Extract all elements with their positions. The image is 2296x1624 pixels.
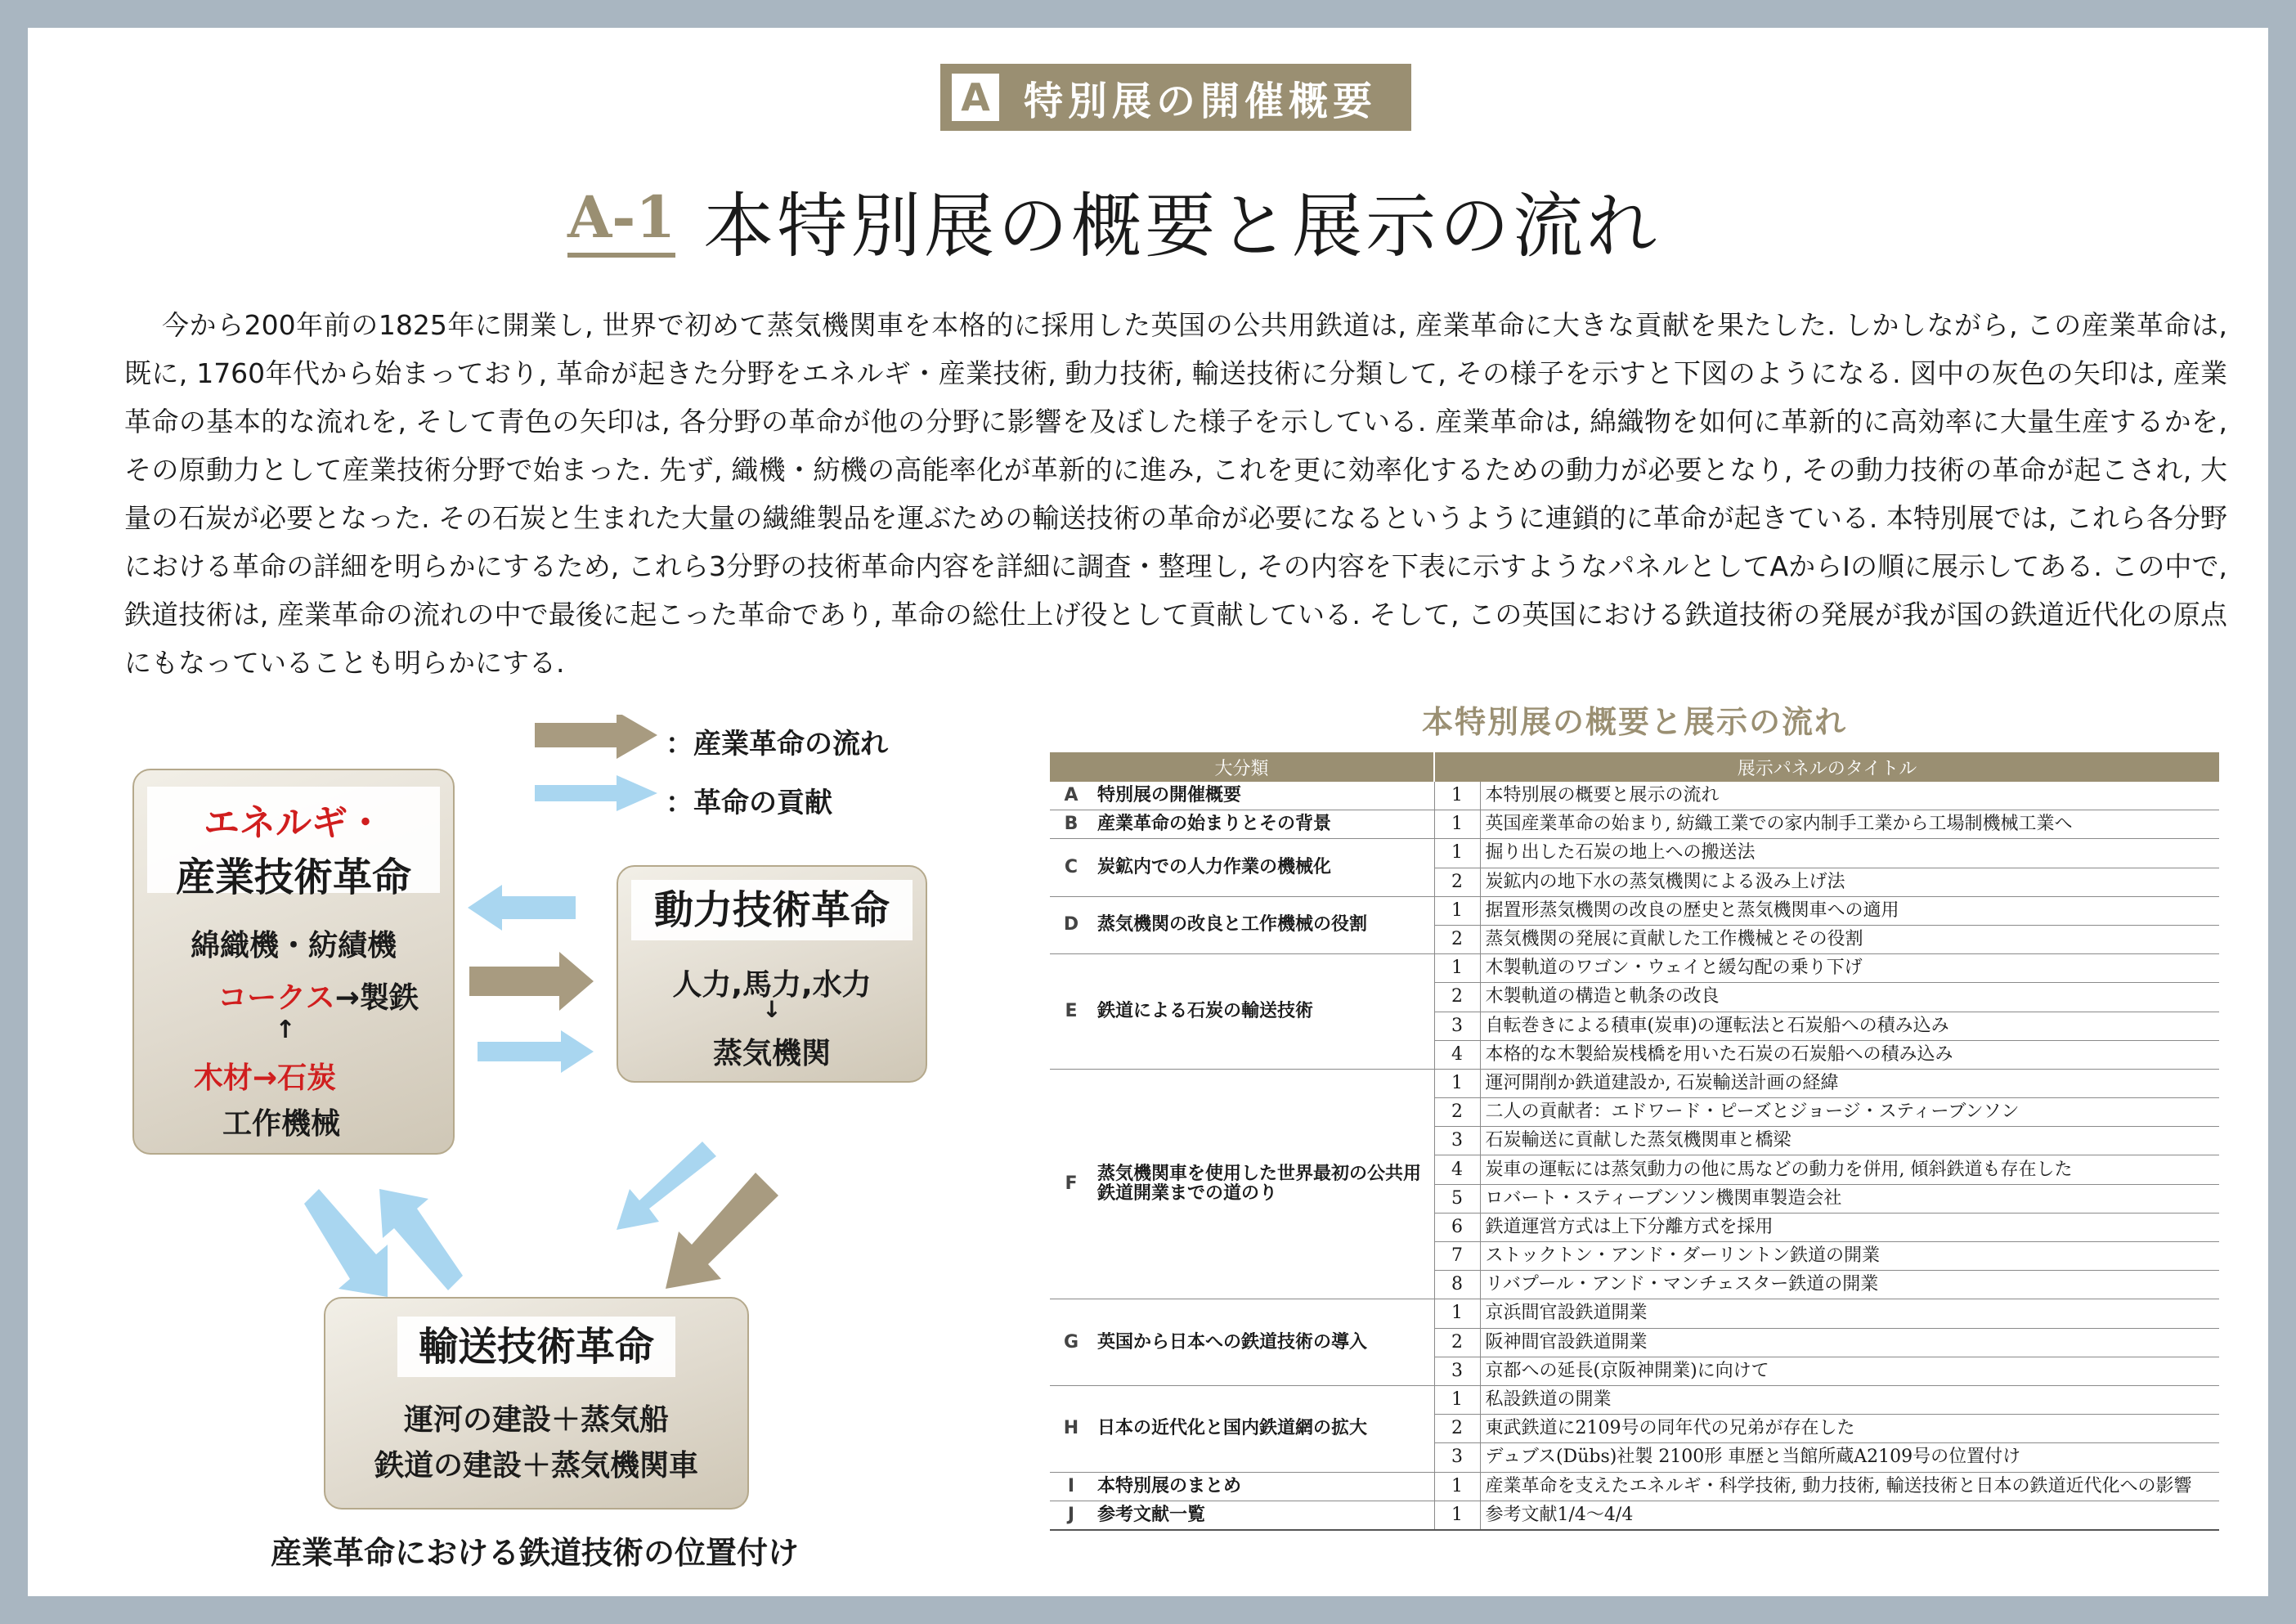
category-code: H — [1050, 1385, 1092, 1472]
energy-item-coal: 木材→石炭 — [193, 1061, 337, 1095]
table-row — [1050, 1069, 2219, 1097]
category-code: A — [1050, 782, 1092, 810]
panel-title: 運河開削か鉄道建設か, 石炭輸送計画の経緯 — [1480, 1069, 2219, 1097]
table-row — [1050, 810, 2219, 839]
power-item-steam-engine: 蒸気機関 — [712, 1037, 831, 1070]
contrib-arrow-energy-to-power — [478, 1030, 594, 1073]
contrib-arrow-transport-to-energy — [379, 1189, 463, 1290]
panel-title: 参考文献1/4～4/4 — [1480, 1501, 2219, 1530]
panel-number: 3 — [1434, 1012, 1480, 1040]
panel-number: 1 — [1434, 810, 1480, 839]
panel-number: 8 — [1434, 1271, 1480, 1299]
panel-number: 2 — [1434, 1098, 1480, 1127]
panel-number: 2 — [1434, 925, 1480, 953]
panel-number: 2 — [1434, 1328, 1480, 1357]
poster-panel — [28, 28, 2268, 1596]
contrib-arrow-power-to-energy — [468, 885, 576, 931]
table-row — [1050, 1472, 2219, 1501]
panel-title: ロバート・スティーブンソン機関車製造会社 — [1480, 1184, 2219, 1213]
panel-title: 阪神間官設鉄道開業 — [1480, 1328, 2219, 1357]
panel-title: 英国産業革命の始まり, 紡織工業での家内制手工業から工場制機械工業へ — [1480, 810, 2219, 839]
contrib-arrow-power-to-transport — [617, 1142, 716, 1230]
table-row — [1050, 1299, 2219, 1328]
category-name: 炭鉱内での人力作業の機械化 — [1092, 839, 1434, 896]
panel-table — [1050, 752, 2219, 1531]
table-row — [1050, 1385, 2219, 1414]
panel-number: 1 — [1434, 896, 1480, 925]
panel-title: 京浜間官設鉄道開業 — [1480, 1299, 2219, 1328]
panel-number: 4 — [1434, 1155, 1480, 1184]
transport-item-railway: 鉄道の建設＋蒸気機関車 — [374, 1449, 698, 1483]
panel-title: 石炭輸送に貢献した蒸気機関車と橋梁 — [1480, 1127, 2219, 1155]
category-code: D — [1050, 896, 1092, 953]
panel-title: 蒸気機関の発展に貢献した工作機械とその役割 — [1480, 925, 2219, 953]
legend-flow — [666, 721, 888, 761]
power-item-manual: 人力,馬力,水力 — [672, 968, 872, 1002]
panel-title: 炭鉱内の地下水の蒸気機関による汲み上げ法 — [1480, 868, 2219, 896]
category-code: G — [1050, 1299, 1092, 1386]
table-row — [1050, 896, 2219, 925]
power-down-arrow: ↓ — [762, 996, 782, 1023]
panel-number: 2 — [1434, 868, 1480, 896]
panel-title: 二人の貢献者：エドワード・ピーズとジョージ・スティーブンソン — [1480, 1098, 2219, 1127]
panel-number: 1 — [1434, 782, 1480, 810]
section-label: 特別展の開催概要 — [1024, 78, 1378, 124]
category-name: 鉄道による石炭の輸送技術 — [1092, 954, 1434, 1070]
table-body — [1050, 782, 2219, 1530]
panel-number: 2 — [1434, 1415, 1480, 1443]
panel-title: 東武鉄道に2109号の同年代の兄弟が存在した — [1480, 1415, 2219, 1443]
energy-title — [147, 787, 440, 900]
power-revolution-box — [617, 865, 927, 1083]
panel-number: 2 — [1434, 983, 1480, 1012]
panel-number: 1 — [1434, 954, 1480, 983]
category-name: 英国から日本への鉄道技術の導入 — [1092, 1299, 1434, 1386]
table-title: 本特別展の概要と展示の流れ — [1421, 704, 1847, 740]
category-name: 蒸気機関車を使用した世界最初の公共用鉄道開業までの道のり — [1092, 1069, 1434, 1299]
energy-up-arrow: ↑ — [275, 1016, 296, 1044]
energy-item-machine-tools: 工作機械 — [222, 1107, 340, 1141]
coke-label: コークス — [217, 981, 335, 1015]
section-letter: A — [952, 74, 999, 121]
panel-title: デュブス(Dübs)社製 2100形 車歴と当館所蔵A2109号の位置付け — [1480, 1443, 2219, 1472]
page-title — [567, 159, 1794, 281]
panel-number: 1 — [1434, 1385, 1480, 1414]
legend-contrib-arrow — [535, 775, 657, 811]
panel-title: 産業革命を支えたエネルギ・科学技術, 動力技術, 輸送技術と日本の鉄道近代化への影響 — [1480, 1472, 2219, 1501]
table-row — [1050, 954, 2219, 983]
category-code: I — [1050, 1472, 1092, 1501]
legend-flow-label: ：産業革命の流れ — [666, 728, 888, 760]
energy-revolution-box — [132, 769, 455, 1155]
category-name: 本特別展のまとめ — [1092, 1472, 1434, 1501]
flow-arrow-energy-to-power — [469, 952, 594, 1011]
title-code: A-1 — [567, 183, 675, 258]
panel-title: 鉄道運営方式は上下分離方式を採用 — [1480, 1213, 2219, 1241]
category-code: C — [1050, 839, 1092, 896]
intro-paragraph: 今から200年前の1825年に開業し, 世界で初めて蒸気機関車を本格的に採用した英国の公共用鉄道は, 産業革命に大きな貢献を果たした. しかしながら, この産業革命は, 既に, 1760年代から始まっており, 革命が起きた分野をエネルギ・産業技術, 動力技術, 輸送技術に分類して, その様子を示すと下図のようになる. 図中の灰色の矢印は, 産業革命の基本的な流れを, そして青色の矢印は, 各分野の革命が他の分野に影響を及ぼした様子を示している. 産業革命は, 綿織物を如何に革新的に高効率に大量生産するかを, その原動力として産業技術分野で始まった. 先ず, 織機・紡機の高能率化が革新的に進み, これを更に効率化するための動力が必要となり, その動力技術の革命が起こされ, 大量の石炭が必要となった. その石炭と生まれた大量の繊維製品を運ぶための輸送技術の革命が必要になるというように連鎖的に革命が起きている. 本特別展では, これら各分野における革命の詳細を明らかにするため, これら3分野の技術革命内容を詳細に調査・整理し, その内容を下表に示すようなパネルとしてAからIの順に展示してある. この中で, 鉄道技術は, 産業革命の流れの中で最後に起こった革命であり, 革命の総仕上げ役として貢献している. そして, この英国における鉄道技術の発展が我が国の鉄道近代化の原点にもなっていることも明らかにする. — [124, 309, 2227, 679]
panel-title: 京都への延長(京阪神開業)に向けて — [1480, 1357, 2219, 1385]
panel-title: 本特別展の概要と展示の流れ — [1480, 782, 2219, 810]
category-name: 産業革命の始まりとその背景 — [1092, 810, 1434, 839]
energy-item-coke — [134, 975, 453, 1016]
panel-number: 1 — [1434, 1069, 1480, 1097]
panel-title: 木製軌道の構造と軌条の改良 — [1480, 983, 2219, 1012]
panel-title: 炭車の運転には蒸気動力の他に馬などの動力を併用, 傾斜鉄道も存在した — [1480, 1155, 2219, 1184]
title-text: 本特別展の概要と展示の流れ — [703, 186, 1661, 267]
transport-title: 輸送技術革命 — [397, 1317, 675, 1377]
category-code: B — [1050, 810, 1092, 839]
flow-arrow-power-to-transport — [666, 1173, 778, 1289]
panel-title: 掘り出した石炭の地上への搬送法 — [1480, 839, 2219, 868]
table-row — [1050, 782, 2219, 810]
revolution-diagram — [93, 715, 976, 1573]
table-row — [1050, 1501, 2219, 1530]
legend-contribution — [666, 780, 832, 820]
category-name: 特別展の開催概要 — [1092, 782, 1434, 810]
panel-number: 7 — [1434, 1242, 1480, 1271]
panel-number: 1 — [1434, 1501, 1480, 1530]
section-badge — [940, 64, 1411, 131]
panel-title: 据置形蒸気機関の改良の歴史と蒸気機関車への適用 — [1480, 896, 2219, 925]
panel-title: 自転巻きによる積車(炭車)の運転法と石炭船への積み込み — [1480, 1012, 2219, 1040]
legend-contribution-label: ：革命の貢献 — [666, 787, 832, 819]
table-row — [1050, 839, 2219, 868]
steel-label: →製鉄 — [334, 981, 419, 1015]
energy-title-line1: エネルギ・ — [204, 802, 383, 844]
diagram-caption: 産業革命における鉄道技術の位置付け — [270, 1535, 799, 1571]
panel-number: 3 — [1434, 1357, 1480, 1385]
legend-flow-arrow — [535, 715, 657, 759]
panel-number: 1 — [1434, 839, 1480, 868]
table-header-row — [1050, 752, 2219, 782]
panel-number: 3 — [1434, 1127, 1480, 1155]
energy-title-line2: 産業技術革命 — [175, 855, 411, 900]
panel-title: 私設鉄道の開業 — [1480, 1385, 2219, 1414]
category-code: E — [1050, 954, 1092, 1070]
header-category: 大分類 — [1050, 752, 1434, 782]
category-name: 蒸気機関の改良と工作機械の役割 — [1092, 896, 1434, 953]
category-name: 参考文献一覧 — [1092, 1501, 1434, 1530]
panel-title: ストックトン・アンド・ダーリントン鉄道の開業 — [1480, 1242, 2219, 1271]
panel-number: 3 — [1434, 1443, 1480, 1472]
panel-title: 本格的な木製給炭桟橋を用いた石炭の石炭船への積み込み — [1480, 1040, 2219, 1069]
category-code: F — [1050, 1069, 1092, 1299]
panel-number: 1 — [1434, 1299, 1480, 1328]
panel-title: リバプール・アンド・マンチェスター鉄道の開業 — [1480, 1271, 2219, 1299]
contrib-arrow-energy-to-transport — [304, 1189, 388, 1297]
energy-item-looms: 綿織機・紡績機 — [190, 929, 397, 962]
category-code: J — [1050, 1501, 1092, 1530]
power-title: 動力技術革命 — [631, 880, 913, 940]
panel-title: 木製軌道のワゴン・ウェイと緩勾配の乗り下げ — [1480, 954, 2219, 983]
panel-number: 1 — [1434, 1472, 1480, 1501]
header-panel-title: 展示パネルのタイトル — [1434, 752, 2219, 782]
transport-item-canal: 運河の建設＋蒸気船 — [403, 1403, 669, 1437]
panel-number: 5 — [1434, 1184, 1480, 1213]
panel-number: 4 — [1434, 1040, 1480, 1069]
category-name: 日本の近代化と国内鉄道網の拡大 — [1092, 1385, 1434, 1472]
transport-revolution-box — [324, 1297, 749, 1510]
panel-number: 6 — [1434, 1213, 1480, 1241]
